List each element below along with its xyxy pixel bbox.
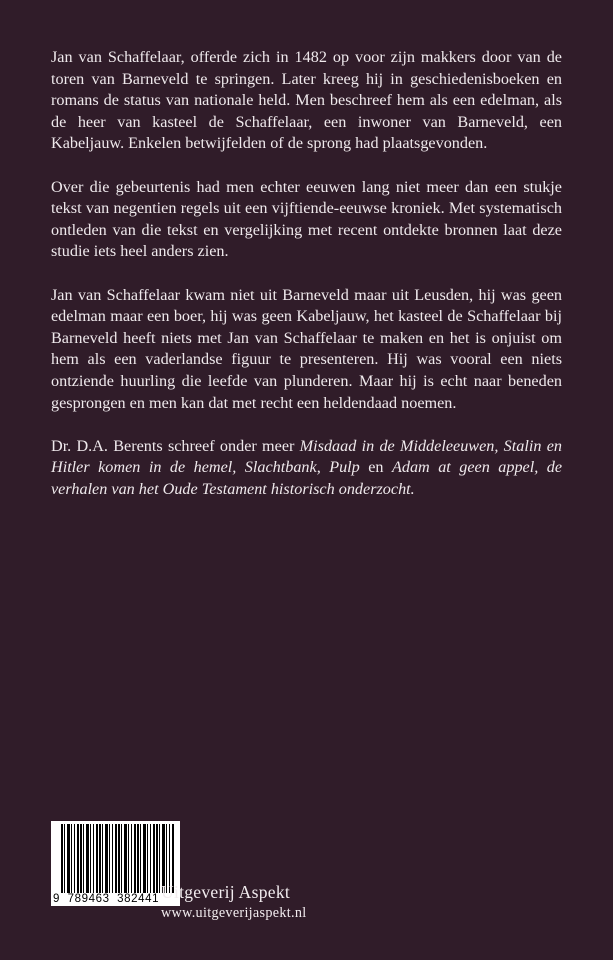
author-bio-titles-2: Adam at geen appel, de verhalen van het Oude Testament historisch onderzocht. — [51, 458, 563, 498]
publisher-url[interactable]: www.uitgeverijaspekt.nl — [161, 905, 307, 921]
author-bio-intro: Dr. D.A. Berents schreef onder meer — [51, 436, 300, 455]
back-cover-blurb — [51, 47, 562, 522]
blurb-paragraph-2: Over die gebeurtenis had men echter eeuwen lang niet meer dan een stukje tekst van negentien regels uit een vijftiende-eeuwse kroniek. Met systematisch ontleden van die tekst en vergelijking met recent ontdekte bronnen laat deze studie iets heel anders zien. — [51, 177, 562, 261]
publisher-name: Uitgeverij Aspekt — [161, 882, 291, 902]
blurb-paragraph-1: Jan van Schaffelaar, offerde zich in 1482 op voor zijn makkers door van de toren van Barneveld te springen. Later kreeg hij in geschiedenisboeken en romans de status van nationale held. Men beschreef hem als een edelman, als de heer van kasteel de Schaffelaar, een inwoner van Barneveld, een Kabeljauw. Enkelen betwijfelden of de sprong had plaatsgevonden. — [51, 48, 562, 153]
isbn-digits: 9 789463 382441 — [53, 893, 178, 906]
barcode-bars — [61, 824, 174, 895]
author-bio-connector: en — [359, 458, 392, 477]
blurb-paragraph-3: Jan van Schaffelaar kwam niet uit Barneveld maar uit Leusden, hij was geen edelman maar een boer, hij was geen Kabeljauw, het kasteel de Schaffelaar bij Barneveld heeft niets met Jan van Schaffelaar te maken en het is onjuist om hem als een vaderlandse figuur te presenteren. Hij was vooral een niets ontziende huurling die leefde van plunderen. Maar hij is echt naar beneden gesprongen en men kan dat met recht een heldendaad noemen. — [51, 285, 562, 412]
author-bio-titles-1: Misdaad in de Middeleeuwen, Stalin en Hitler komen in de hemel, Slachtbank, Pulp — [51, 436, 563, 477]
author-bio — [51, 436, 562, 501]
publisher-block — [161, 882, 306, 922]
